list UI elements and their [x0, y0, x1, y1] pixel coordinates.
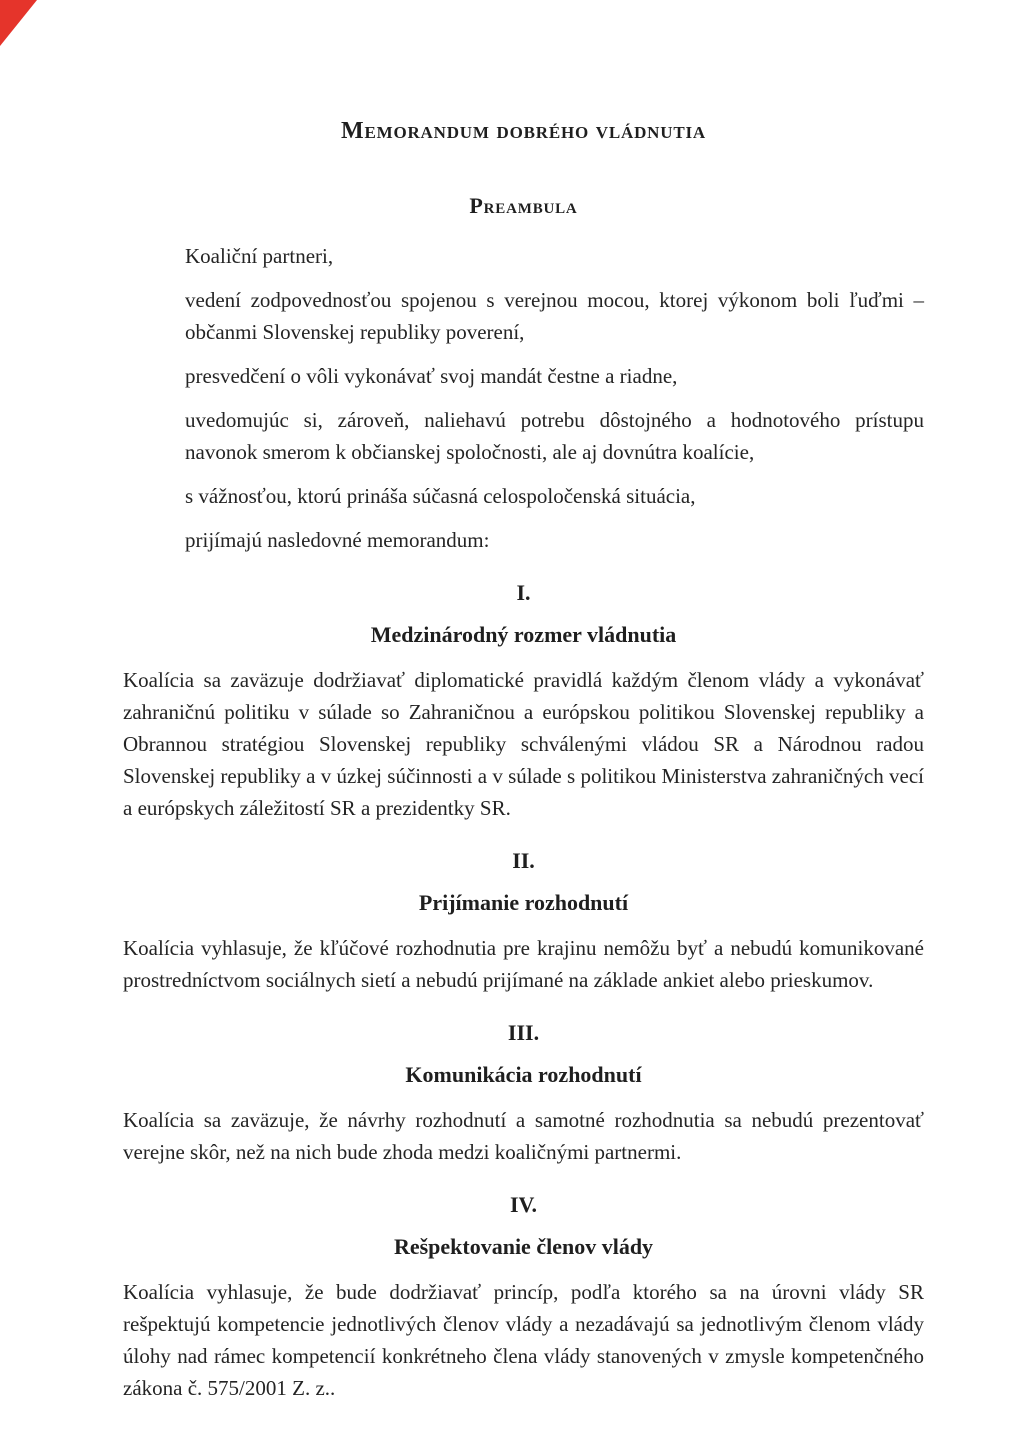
section-number: II.	[512, 848, 535, 873]
preamble-paragraph: s vážnosťou, ktorú prináša súčasná celospoločenská situácia,	[185, 484, 696, 508]
section-decision-communication	[123, 1018, 924, 1168]
document-title: Memorandum dobrého vládnutia	[341, 118, 706, 144]
section-number: I.	[516, 580, 531, 605]
section-body: Koalícia sa zaväzuje, že návrhy rozhodnutí a samotné rozhodnutia sa nebudú prezentovať verejne skôr, než na nich bude zhoda medzi koaličnými partnermi.	[123, 1108, 924, 1164]
section-title: Prijímanie rozhodnutí	[418, 890, 629, 915]
preamble-paragraph: prijímajú nasledovné memorandum:	[185, 528, 490, 552]
preamble-paragraph: uvedomujúc si, zároveň, naliehavú potrebu dôstojného a hodnotového prístupu navonok smerom k občianskej spoločnosti, ale aj dovnútra koalície,	[185, 408, 924, 464]
section-decision-making	[123, 846, 924, 996]
preamble-heading: Preambula	[469, 193, 578, 218]
section-respecting-government-members	[123, 1190, 924, 1404]
preamble-block	[185, 240, 924, 556]
preamble-paragraph: presvedčení o vôli vykonávať svoj mandát čestne a riadne,	[185, 364, 678, 388]
section-number: IV.	[509, 1192, 538, 1217]
section-number: III.	[507, 1020, 540, 1045]
preamble-paragraph: vedení zodpovednosťou spojenou s verejnou mocou, ktorej výkonom boli ľuďmi – občanmi Slovenskej republiky poverení,	[185, 288, 924, 344]
section-body: Koalícia vyhlasuje, že kľúčové rozhodnutia pre krajinu nemôžu byť a nebudú komunikované prostredníctvom sociálnych sietí a nebudú prijímané na základe ankiet alebo prieskumov.	[123, 936, 924, 992]
section-body: Koalícia sa zaväzuje dodržiavať diplomatické pravidlá každým členom vlády a vykonávať zahraničnú politiku v súlade so Zahraničnou a európskou politikou Slovenskej republiky a Obrannou stratégiou Slovenskej republiky schválenými vládou SR a Národnou radou Slovenskej republiky a v úzkej súčinnosti a v súlade s politikou Ministerstva zahraničných vecí a európskych záležitostí SR a prezidentky SR.	[123, 668, 924, 820]
section-title: Medzinárodný rozmer vládnutia	[370, 622, 677, 647]
corner-fold-marker	[0, 0, 37, 46]
section-title: Komunikácia rozhodnutí	[405, 1062, 642, 1087]
section-body: Koalícia vyhlasuje, že bude dodržiavať princíp, podľa ktorého sa na úrovni vlády SR rešpektujú kompetencie jednotlivých členov vlády a nezadávajú sa jednotlivým členom vlády úlohy nad rámec kompetencií konkrétneho člena vlády stanovených v zmysle kompetenčného zákona č. 575/2001 Z. z..	[123, 1280, 924, 1400]
section-title: Rešpektovanie členov vlády	[393, 1234, 654, 1259]
preamble-paragraph: Koaliční partneri,	[185, 244, 334, 268]
section-international-dimension	[123, 578, 924, 824]
